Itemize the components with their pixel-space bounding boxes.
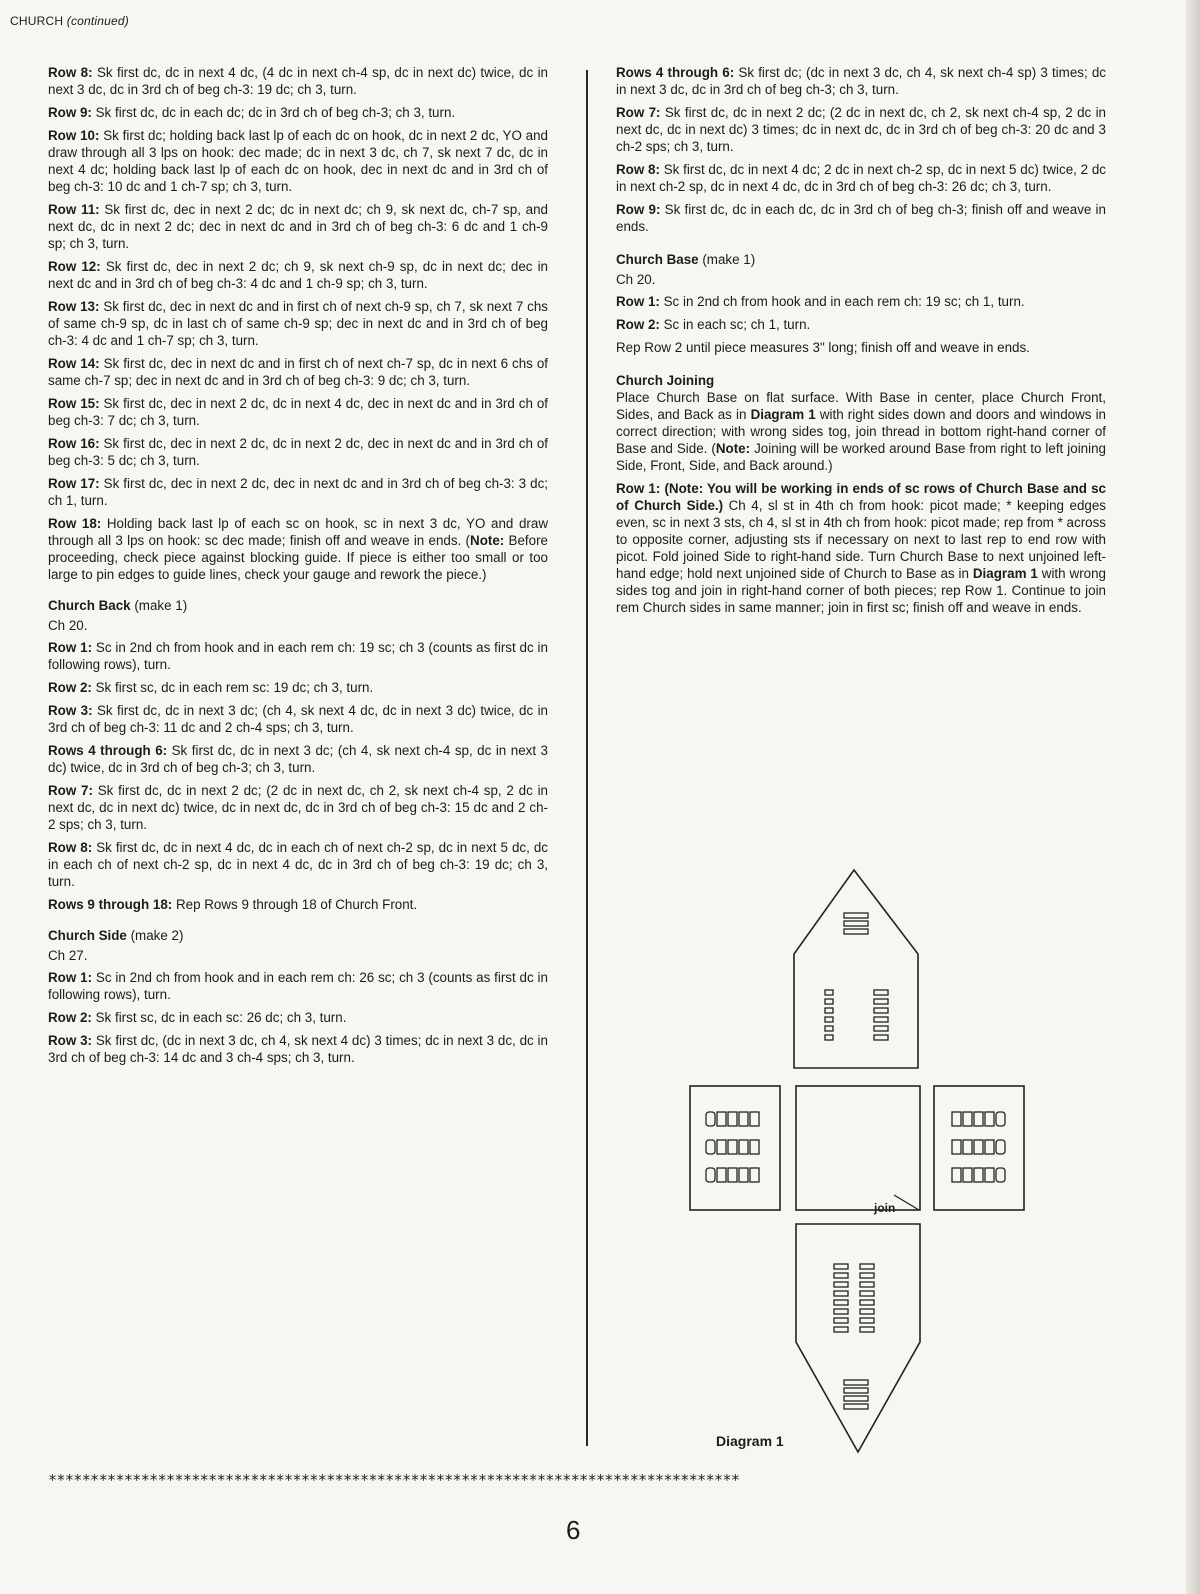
- row-label: Row 8:: [48, 65, 93, 80]
- joining-row-1-note: (Note: You will be working in ends of sc rows of Church Base and sc of Church Side.): [616, 481, 1106, 513]
- join-label: join: [874, 1201, 896, 1215]
- row-label: Row 2:: [48, 680, 92, 695]
- row-text: Sk first dc, dc in next 3 dc; (ch 4, sk next 4 dc, dc in next 3 dc) twice, dc in 3rd ch of beg ch-3: 11 dc and 2 ch-4 sps; ch 3, turn.: [48, 703, 548, 735]
- row-label: Row 1:: [48, 970, 93, 985]
- instruction-row: [48, 64, 548, 98]
- church-back-heading: [48, 597, 548, 614]
- row-label: Row 14:: [48, 356, 100, 371]
- instruction-row: [616, 201, 1106, 235]
- instruction-row: [616, 293, 1106, 310]
- row-text: Sk first dc, dec in next 2 dc, dec in next dc and in 3rd ch of beg ch-3: 3 dc; ch 1, turn.: [48, 476, 548, 508]
- church-side-title: Church Side: [48, 928, 127, 943]
- row-text: Sk first sc, dc in each rem sc: 19 dc; ch 3, turn.: [91, 680, 374, 695]
- instruction-row: [48, 395, 548, 429]
- instruction-row: [48, 1009, 548, 1026]
- row-text: Sk first dc, dc in next 2 dc; (2 dc in next dc, ch 2, sk next ch-4 sp, 2 dc in next dc, dc in next dc) 3 times; dc in next dc, dc in 3rd ch of beg ch-3: 20 dc and 3 ch-2 sps; ch 3, turn.: [616, 105, 1106, 154]
- row-text: Rep Row 2 until piece measures 3" long; finish off and weave in ends.: [616, 340, 1030, 355]
- row-label: Row 3:: [48, 703, 93, 718]
- row-text: Sk first dc, dc in each dc; dc in 3rd ch of beg ch-3; ch 3, turn.: [91, 105, 456, 120]
- row-label: Row 8:: [48, 840, 93, 855]
- row-text: Sk first dc; (dc in next 3 dc, ch 4, sk next ch-4 sp) 3 times; dc in next 3 dc, dc in 3rd ch of beg ch-3; ch 3, turn.: [616, 65, 1107, 97]
- running-head-title: CHURCH: [10, 14, 64, 28]
- left-column: [48, 64, 548, 1072]
- row-text: Sk first dc, dec in next 2 dc, dc in next 2 dc, dec in next dc and in 3rd ch of beg ch-3: 5 dc; ch 3, turn.: [48, 436, 548, 468]
- church-side-chain: Ch 27.: [48, 948, 88, 963]
- instruction-row: [616, 104, 1106, 155]
- church-base-rows: [616, 293, 1106, 356]
- instruction-row: [48, 104, 548, 121]
- row-label: Row 7:: [616, 105, 661, 120]
- church-joining-row-1: [616, 480, 1106, 616]
- joining-note-label: Note:: [715, 441, 751, 456]
- instruction-row: [48, 639, 548, 673]
- row-text: Sk first dc, dec in next dc and in first ch of next ch-9 sp, ch 7, sk next 7 chs of same ch-9 sp, dc in last ch of same ch-9 sp; dec in next dc and in 3rd ch of beg ch-3: 4 dc and 1 ch-7 sp; ch 3, turn.: [48, 299, 548, 348]
- row-text: Sk first dc, dc in next 4 dc, dc in each ch of next ch-2 sp, dc in next 5 dc, dc in each ch of next ch-2 sp, dc in next 4 dc, dc in 3rd ch of beg ch-3: 19 dc; ch 3, turn.: [48, 840, 548, 889]
- row-note-text: Before proceeding, check piece against blocking guide. If piece is either too small or too large to pin edges to guide lines, check your gauge and rework the piece.): [48, 533, 548, 582]
- row-text: Sk first dc, dec in next 2 dc, dc in next 4 dc, dec in next dc and in 3rd ch of beg ch-3: 7 dc; ch 3, turn.: [48, 396, 548, 428]
- row-label: Row 1:: [48, 640, 93, 655]
- church-joining-heading: [616, 372, 1106, 389]
- instruction-row: [48, 515, 548, 583]
- row-label: Row 1:: [616, 294, 660, 309]
- row-text: Sk first dc, (dc in next 3 dc, ch 4, sk next 4 dc) 3 times; dc in next 3 dc, dc in 3rd ch of beg ch-3: 14 dc and 3 ch-4 sps; ch 3, turn.: [48, 1033, 548, 1065]
- row-text: Sc in 2nd ch from hook and in each rem ch: 19 sc; ch 1, turn.: [659, 294, 1025, 309]
- row-label: Row 2:: [48, 1010, 92, 1025]
- diagram-back-piece: [796, 1224, 920, 1452]
- church-joining-intro: [616, 389, 1106, 474]
- row-label: Row 18:: [48, 516, 102, 531]
- joining-intro-text-c: Joining will be worked around Base from right to left joining Side, Front, Side, and Back around.): [616, 441, 1106, 473]
- joining-row-1-diagram-ref: Diagram 1: [972, 566, 1038, 581]
- join-pointer-line: [894, 1195, 919, 1210]
- instruction-row: [48, 702, 548, 736]
- instruction-row: [48, 355, 548, 389]
- page-edge-shadow: [1186, 0, 1200, 1594]
- church-back-title: Church Back: [48, 598, 131, 613]
- row-text: Rep Rows 9 through 18 of Church Front.: [172, 897, 418, 912]
- row-text: Sc in 2nd ch from hook and in each rem ch: 19 sc; ch 3 (counts as first dc in following rows), turn.: [48, 640, 548, 672]
- row-label: Row 9:: [616, 202, 661, 217]
- church-assembly-diagram: [684, 868, 1036, 1472]
- diagram-caption: Diagram 1: [716, 1433, 784, 1449]
- church-joining-title: Church Joining: [616, 373, 715, 388]
- instruction-row: [48, 679, 548, 696]
- joining-intro-text-b: with right sides down and doors and windows in correct direction; with wrong sides tog, join thread in bottom right-hand corner of Base and Side. (: [616, 407, 1107, 456]
- instruction-row: [48, 298, 548, 349]
- joining-row-1-text-b: with wrong sides tog and join in right-hand corner of both pieces; rep Row 1. Continue to join rem Church sides in same manner; join in first sc; finish off and weave in ends.: [616, 566, 1107, 615]
- instruction-row: [48, 127, 548, 195]
- separator-stars: **********************************************************************************: [48, 1471, 740, 1489]
- joining-diagram-ref: Diagram 1: [750, 407, 816, 422]
- diagram-base-piece: [796, 1086, 920, 1210]
- column-divider: [586, 70, 588, 1446]
- row-text: Sk first sc, dc in each sc: 26 dc; ch 3, turn.: [91, 1010, 347, 1025]
- row-text: Holding back last lp of each sc on hook, sc in next 3 dc, YO and draw through all 3 lps on hook: sc dec made; finish off and weave in ends. (: [48, 516, 548, 548]
- row-label: Row 7:: [48, 783, 93, 798]
- church-base-note: (make 1): [698, 252, 756, 267]
- row-text: Sk first dc, dc in next 4 dc; 2 dc in next ch-2 sp, dc in next 5 dc) twice, 2 dc in next ch-2 sp, dc in next 4 dc, dc in 3rd ch of beg ch-3: 26 dc; ch 3, turn.: [616, 162, 1106, 194]
- church-back-rows: [48, 639, 548, 913]
- instruction-row: [616, 316, 1106, 333]
- joining-intro-text-a: Place Church Base on flat surface. With Base in center, place Church Front, Sides, and Back as in: [616, 390, 1106, 422]
- instruction-row: [48, 839, 548, 890]
- row-text: Sk first dc, dc in each dc, dc in 3rd ch of beg ch-3; finish off and weave in ends.: [616, 202, 1106, 234]
- instruction-row: [48, 969, 548, 1003]
- instruction-row: [48, 1032, 548, 1066]
- row-label: Row 3:: [48, 1033, 93, 1048]
- running-head-suffix: (continued): [66, 14, 129, 28]
- instruction-row: [48, 896, 548, 913]
- church-base-heading: [616, 251, 1106, 268]
- row-label: Row 12:: [48, 259, 101, 274]
- church-back-note: (make 1): [130, 598, 188, 613]
- row-label: Row 2:: [616, 317, 660, 332]
- right-column: [616, 64, 1106, 622]
- row-label: Row 11:: [48, 202, 100, 217]
- instruction-row: [48, 742, 548, 776]
- instruction-row: [616, 64, 1106, 98]
- row-label: Rows 4 through 6:: [48, 743, 168, 758]
- instruction-row: [616, 339, 1106, 356]
- church-back-chain: Ch 20.: [48, 618, 88, 633]
- row-label: Row 10:: [48, 128, 100, 143]
- row-text: Sk first dc; holding back last lp of each dc on hook, dc in next 2 dc, YO and draw through all 3 lps on hook: dec made; dc in next 3 dc, ch 7, sk next 7 dc, dc in next 4 dc; holding back last lp of each dc on hook, dec in next dc and in 3rd ch of beg ch-3: 10 dc and 1 ch-7 sp; ch 3, turn.: [48, 128, 548, 194]
- instruction-row: [48, 475, 548, 509]
- row-text: Sc in each sc; ch 1, turn.: [659, 317, 811, 332]
- row-label: Row 17:: [48, 476, 100, 491]
- row-label: Row 15:: [48, 396, 100, 411]
- row-text: Sk first dc, dec in next dc and in first ch of next ch-7 sp, dc in next 6 chs of same ch-7 sp; dec in next dc and in 3rd ch of beg ch-3: 9 dc; ch 3, turn.: [48, 356, 548, 388]
- row-label: Rows 4 through 6:: [616, 65, 735, 80]
- instruction-row: [616, 161, 1106, 195]
- row-text: Sc in 2nd ch from hook and in each rem ch: 26 sc; ch 3 (counts as first dc in following rows), turn.: [48, 970, 548, 1002]
- church-side-note: (make 2): [126, 928, 184, 943]
- instruction-row: [48, 435, 548, 469]
- row-label: Row 16:: [48, 436, 100, 451]
- joining-row-1-label: Row 1:: [616, 481, 661, 496]
- right-rows: [616, 64, 1106, 235]
- church-side-heading: [48, 927, 548, 944]
- running-head: [10, 14, 129, 28]
- row-text: Sk first dc, dc in next 4 dc, (4 dc in next ch-4 sp, dc in next dc) twice, dc in next 3 dc, dc in 3rd ch of beg ch-3: 19 dc; ch 3, turn.: [48, 65, 548, 97]
- left-rows: [48, 64, 548, 583]
- church-base-title: Church Base: [616, 252, 699, 267]
- row-text: Sk first dc, dec in next 2 dc; dc in next dc; ch 9, sk next dc, ch-7 sp, and next dc, dc in next 2 dc; dec in next dc and in 3rd ch of beg ch-3: 6 dc and 1 ch-9 sp; ch 3, turn.: [48, 202, 548, 251]
- row-text: Sk first dc, dec in next 2 dc; ch 9, sk next ch-9 sp, dc in next dc; dec in next dc and in 3rd ch of beg ch-3: 4 dc and 1 ch-9 sp; ch 3, turn.: [48, 259, 548, 291]
- page-number: 6: [566, 1515, 581, 1545]
- diagram-front-piece: [794, 870, 918, 1068]
- row-label: Row 13:: [48, 299, 100, 314]
- church-base-chain: Ch 20.: [616, 272, 656, 287]
- row-label: Row 9:: [48, 105, 92, 120]
- row-note-label: Note:: [470, 533, 505, 548]
- instruction-row: [48, 782, 548, 833]
- joining-row-1-text-a: Ch 4, sl st in 4th ch from hook: picot made; * keeping edges even, sc in next 3 sts, ch 4, sl st in 4th ch from hook: picot made; rep from * across to opposite corner, adjusting sts if necessary on next to last rep to end row with picot. Fold joined Side to right-hand side. Turn Church Base to next unjoined left-hand edge; hold next unjoined side of Church to Base as in: [616, 498, 1107, 581]
- instruction-row: [48, 258, 548, 292]
- row-text: Sk first dc, dc in next 2 dc; (2 dc in next dc, ch 2, sk next ch-4 sp, 2 dc in next dc, dc in next dc) twice, dc in next dc, dc in 3rd ch of beg ch-3: 15 dc and 2 ch-2 sps; ch 3, turn.: [48, 783, 549, 832]
- church-side-rows: [48, 969, 548, 1066]
- row-label: Rows 9 through 18:: [48, 897, 173, 912]
- row-label: Row 8:: [616, 162, 660, 177]
- instruction-row: [48, 201, 548, 252]
- diagram-left-side-piece: [690, 1086, 780, 1210]
- row-text: Sk first dc, dc in next 3 dc; (ch 4, sk next ch-4 sp, dc in next 3 dc) twice, dc in 3rd ch of beg ch-3; ch 3, turn.: [48, 743, 548, 775]
- diagram-right-side-piece: [934, 1086, 1024, 1210]
